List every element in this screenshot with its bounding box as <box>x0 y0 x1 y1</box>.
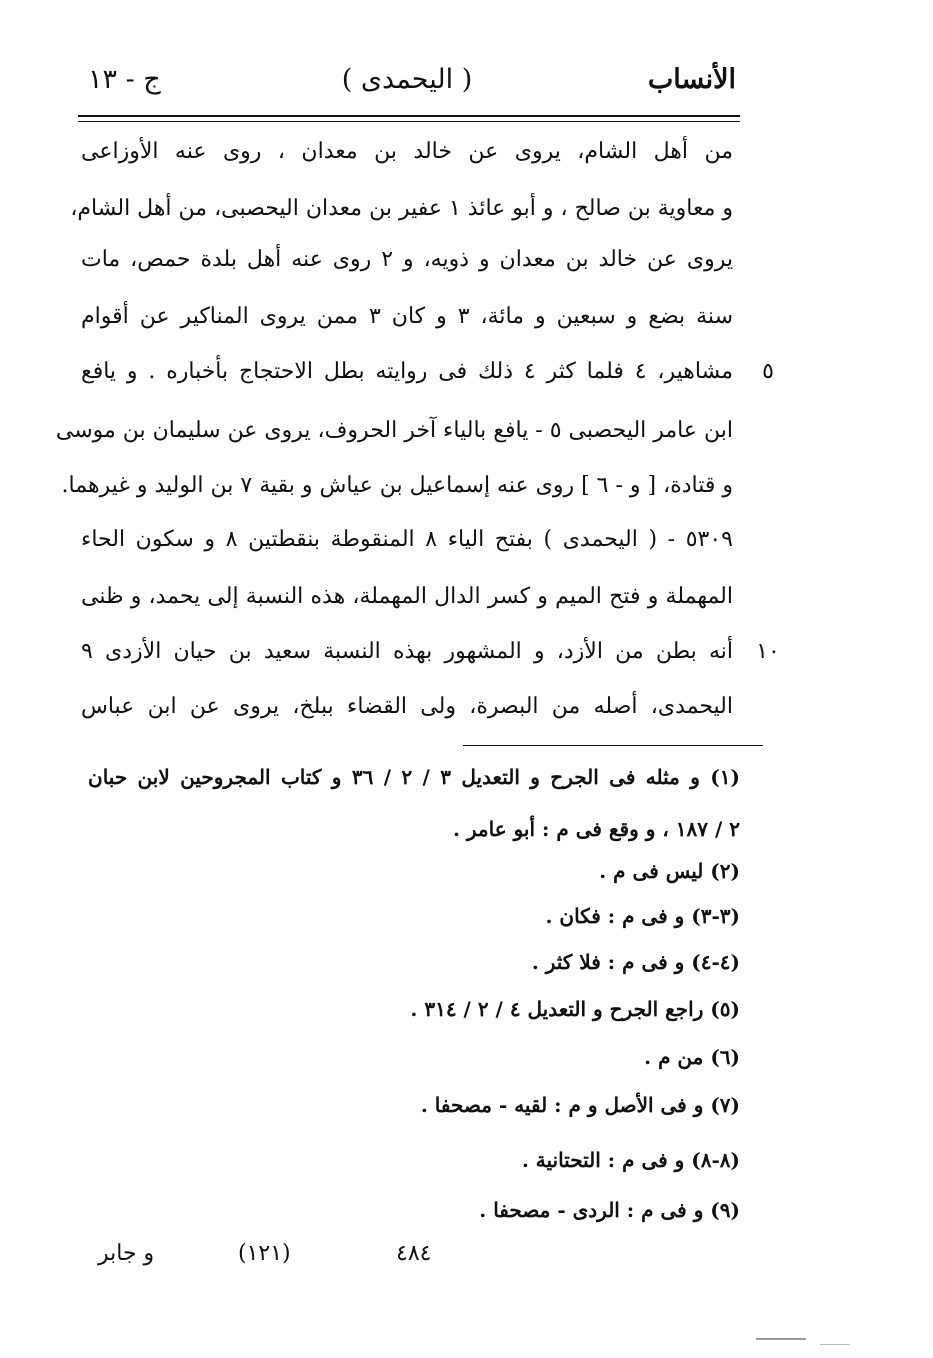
text-line: يروى عن خالد بن معدان و ذويه، و ٢ روى عنه أهل بلدة حمص، مات <box>81 247 733 272</box>
scan-artifact-line <box>820 1344 850 1345</box>
line-number: ١٠ <box>756 639 780 664</box>
text-line: من أهل الشام، يروى عن خالد بن معدان ، روى عنه الأوزاعى <box>81 139 733 164</box>
header-rule-thick <box>78 115 740 117</box>
text-line: و معاوية بن صالح ، و أبو عائذ ١ عفير بن معدان اليحصبى، من أهل الشام، <box>70 196 733 221</box>
footnote-line: (٢) ليس فى م . <box>599 859 740 883</box>
footnote-line: (٨-٨) و فى م : التحتانية . <box>521 1148 740 1172</box>
running-header <box>78 62 736 102</box>
page-number: ٤٨٤ <box>396 1241 432 1266</box>
footnote-separator <box>463 745 763 746</box>
header-volume: ج - ١٣ <box>88 64 161 95</box>
volume-page-number: (١٢١) <box>238 1241 291 1266</box>
header-book-title: الأنساب <box>647 64 736 95</box>
header-rule-thin <box>78 121 740 122</box>
text-line: ابن عامر اليحصبى ٥ - يافع بالياء آخر الحروف، يروى عن سليمان بن موسى <box>55 418 733 443</box>
text-line: ٥٣٠٩ - ( اليحمدى ) بفتح الياء ٨ المنقوطة بنقطتين ٨ و سكون الحاء <box>81 527 733 552</box>
line-number: ٥ <box>762 359 774 384</box>
catchword: و جابر <box>98 1241 155 1266</box>
text-line: مشاهير، ٤ فلما كثر ٤ ذلك فى روايته بطل الاحتجاج بأخباره . و يافع <box>81 359 734 384</box>
text-line: اليحمدى، أصله من البصرة، ولى القضاء ببلخ، يروى عن ابن عباس <box>81 694 733 719</box>
text-line: سنة بضع و سبعين و مائة، ٣ و كان ٣ ممن يروى المناكير عن أقوام <box>81 304 733 329</box>
text-line: المهملة و فتح الميم و كسر الدال المهملة، هذه النسبة إلى يحمد، و ظنى <box>81 584 733 609</box>
text-line: أنه بطن من الأزد، و المشهور بهذه النسبة سعيد بن حيان الأزدى ٩ <box>81 639 733 664</box>
footnote-line: (٦) من م . <box>644 1045 740 1069</box>
footnote-line: (٩) و فى م : الردى - مصحفا . <box>479 1198 740 1222</box>
footnote-line: (٧) و فى الأصل و م : لقيه - مصحفا . <box>420 1093 740 1117</box>
footnote-line: (١) و مثله فى الجرح و التعديل ٣ / ٢ / ٣٦ و كتاب المجروحين لابن حبان <box>88 765 740 789</box>
scan-artifact-line <box>756 1338 806 1340</box>
footnote-line: ٢ / ١٨٧ ، و وقع فى م : أبو عامر . <box>452 817 740 841</box>
footnote-line: (٤-٤) و فى م : فلا كثر . <box>531 950 740 974</box>
text-line: و قتادة، [ و - ٦ ] روى عنه إسماعيل بن عياش و بقية ٧ بن الوليد و غيرهما. <box>61 473 733 498</box>
footnote-line: (٣-٣) و فى م : فكان . <box>545 904 740 928</box>
header-entry-title: ( اليحمدى ) <box>341 64 473 95</box>
page-footer <box>78 1236 740 1276</box>
footnote-line: (٥) راجع الجرح و التعديل ٤ / ٢ / ٣١٤ . <box>410 997 740 1021</box>
